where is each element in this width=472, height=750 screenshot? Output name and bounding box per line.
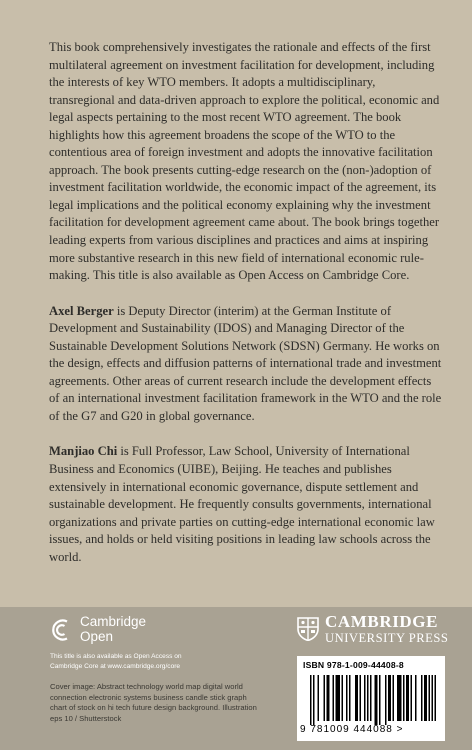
- barcode-bar: [415, 675, 417, 721]
- barcode-bar: [360, 675, 362, 721]
- barcode-bar: [424, 675, 427, 721]
- publisher-name: CAMBRIDGE: [325, 612, 439, 631]
- barcode-bar: [318, 675, 320, 721]
- cambridge-open-wordmark: [80, 614, 146, 644]
- barcode-bars: [302, 675, 440, 725]
- cambridge-open-line-1: Cambridge: [80, 614, 147, 629]
- barcode-bar: [349, 675, 351, 721]
- barcode-bar: [406, 675, 409, 721]
- author-bio-berger: [49, 303, 444, 426]
- barcode-bar: [421, 675, 423, 721]
- back-cover-text: [49, 39, 444, 584]
- author-name: Manjiao Chi: [49, 444, 118, 459]
- barcode-bar: [432, 675, 434, 721]
- open-access-note: [50, 652, 240, 671]
- barcode-bar: [313, 675, 315, 725]
- open-access-note-line-1: This title is also available as Open Access on: [50, 653, 182, 660]
- barcode-bar: [342, 675, 344, 721]
- barcode-bar: [375, 675, 378, 725]
- cambridge-open-logo-icon: [50, 617, 74, 643]
- cover-image-credit: Cover image: Abstract technology world map digital world connection electronic systems business candle stick graph chart of stock on hi tech future design background. Illustration eps 10 / Shutterstock: [50, 682, 257, 723]
- barcode-bar: [411, 675, 413, 721]
- author-bio-text: is Deputy Director (interim) at the German Institute of Development and Sustainability (IDOS) and Managing Director of the Sustainable Development Solutions Network (SDSN) Germany. He works on the design, effects and diffusion patterns of international trade and investment agreements. Other areas of current research include the development effects of an international investment facilitation framework in the WTO and the role of the G7 and G20 in global governance.: [49, 303, 442, 423]
- cambridge-shield-icon: [297, 617, 319, 641]
- open-access-note-line-2: Cambridge Core at www.cambridge.org/core: [50, 662, 181, 670]
- barcode-bar: [324, 675, 326, 721]
- barcode-bar: [429, 675, 431, 721]
- ean-digits: 9 781009 444088 >: [300, 724, 404, 735]
- publisher-subtitle: UNIVERSITY PRESS: [325, 631, 449, 645]
- barcode-bar: [364, 675, 366, 721]
- barcode-bar: [310, 675, 312, 725]
- isbn-label: ISBN 978-1-009-44408-8: [303, 660, 404, 670]
- isbn-barcode: [297, 656, 445, 741]
- barcode-bar: [388, 675, 391, 721]
- book-description: This book comprehensively investigates the rationale and effects of the first multilateral agreement on investment facilitation for development, including the interests of key WTO members. It adopts a multidisciplinary, transregional and data-driven approach to explore the political, economic and legal aspects pertaining to the most recent WTO agreement. The book highlights how this agreement broadens the scope of the WTO to the contentious area of foreign investment and adopts the innovative facilitation approach. The book presents cutting-edge research on the (non-)adoption of investment facilitation worldwide, the economic impact of the agreement, its legal implications and the political economy explaining why the investment facilitation for development agreement came about. The book brings together leading experts from various disciplines and practices and aims at inspiring more substantive research in this new field of international economic rule-making. This title is also available as Open Access on Cambridge Core.: [49, 40, 440, 283]
- barcode-bar: [403, 675, 405, 721]
- barcode-bar: [327, 675, 330, 721]
- author-bio-text: is Full Professor, Law School, University of International Business and Economics (UIBE), Beijing. He teaches and publishes extensively in international economic governance, dispute settlement and sustainable development. He frequently consults governments, international organizations and private parties on cutting-edge international economic law issues, and holds or held visiting positions in leading law schools across the world.: [49, 444, 435, 564]
- barcode-bar: [435, 675, 437, 721]
- barcode-bar: [379, 675, 381, 725]
- barcode-bar: [370, 675, 372, 721]
- cambridge-open-line-2: Open: [80, 629, 114, 644]
- barcode-bar: [336, 675, 341, 721]
- author-name: Axel Berger: [49, 303, 114, 318]
- barcode-bar: [333, 675, 335, 721]
- barcode-bar: [397, 675, 402, 721]
- barcode-bar: [346, 675, 348, 721]
- barcode-bar: [355, 675, 358, 721]
- barcode-bar: [393, 675, 395, 721]
- author-bio-chi: [49, 443, 444, 566]
- barcode-bar: [385, 675, 387, 725]
- barcode-bar: [367, 675, 369, 721]
